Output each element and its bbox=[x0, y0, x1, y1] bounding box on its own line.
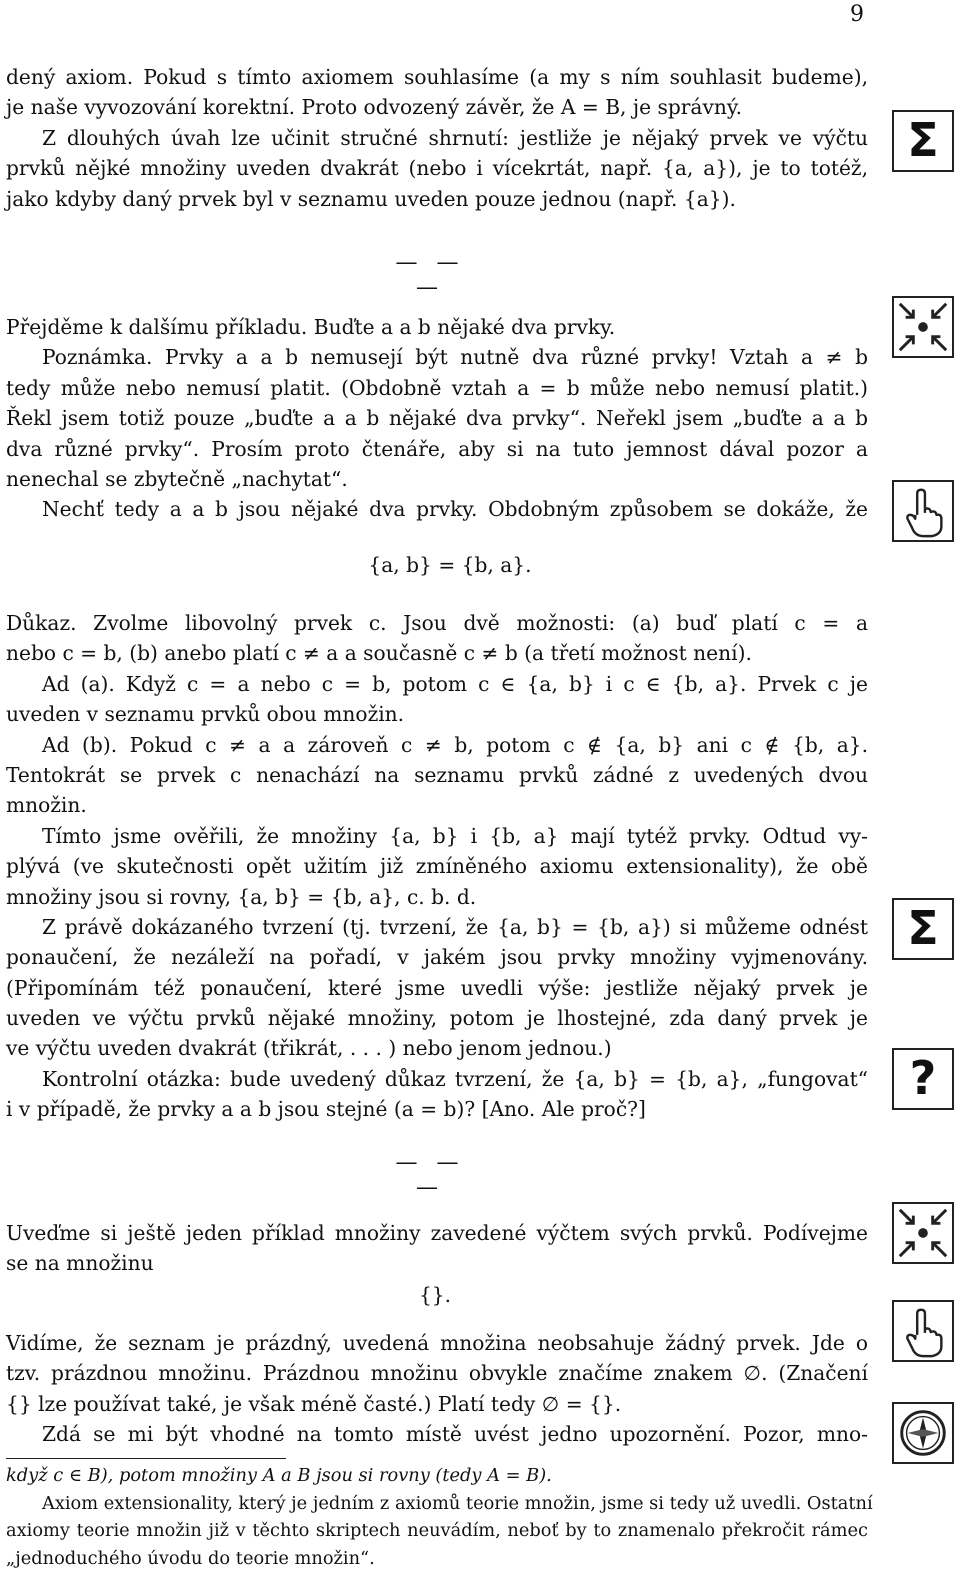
text-line: nenechal se zbytečně „nachytat“. bbox=[6, 464, 868, 494]
text-line: nebo c = b, (b) anebo platí c ≠ a a současně c ≠ b (a třetí možnost není). bbox=[6, 638, 868, 668]
pointing-finger-icon bbox=[892, 480, 954, 542]
paragraph-two-elements bbox=[6, 312, 868, 525]
text-line: {} lze používat také, je však méně časté.) Platí tedy ∅ = {}. bbox=[6, 1389, 868, 1419]
equation-ab-ba bbox=[320, 550, 580, 580]
inward-arrows-icon bbox=[892, 1202, 954, 1264]
text-line: ponaučení, že nezáleží na pořadí, v jakém jsou prvky množiny vyjmenovány. bbox=[6, 942, 868, 972]
text-line: prvků nějké množiny uveden dvakrát (nebo i vícekrtát, např. {a, a}), je to totéž, bbox=[6, 153, 868, 183]
text-line: množiny jsou si rovny, {a, b} = {b, a}, c. b. d. bbox=[6, 882, 868, 912]
compass-icon bbox=[892, 1402, 954, 1464]
text-line: množin. bbox=[6, 790, 868, 820]
text-line: uveden v seznamu prvků obou množin. bbox=[6, 699, 868, 729]
text-line: Z právě dokázaného tvrzení (tj. tvrzení, že {a, b} = {b, a}) si můžeme odnést bbox=[6, 912, 868, 942]
paragraph-empty-set bbox=[6, 1328, 868, 1450]
paragraph-empty-set-intro bbox=[6, 1218, 868, 1279]
text-line: Tímto jsme ověřili, že množiny {a, b} i {b, a} mají tytéž prvky. Odtud vy- bbox=[6, 821, 868, 851]
text-line: je naše vyvozování korektní. Proto odvozený závěr, že A = B, je správný. bbox=[6, 92, 868, 122]
text-line: Vidíme, že seznam je prázdný, uvedená množina neobsahuje žádný prvek. Jde o bbox=[6, 1328, 868, 1358]
pointing-finger-icon bbox=[892, 1300, 954, 1362]
text-line: Ad (a). Když c = a nebo c = b, potom c ∈ {a, b} i c ∈ {b, a}. Prvek c je bbox=[6, 669, 868, 699]
compass-graphic bbox=[894, 1404, 952, 1462]
text-line: uveden ve výčtu prvků nějaké množiny, potom je lhostejné, zda daný prvek je bbox=[6, 1003, 868, 1033]
pointing-finger-graphic bbox=[894, 1302, 952, 1360]
footnote-line: „jednoduchého úvodu do teorie množin“. bbox=[6, 1545, 868, 1572]
text-line: Z dlouhých úvah lze učinit stručné shrnutí: jestliže je nějaký prvek ve výčtu bbox=[6, 123, 868, 153]
paragraph-proof bbox=[6, 608, 868, 1125]
equation-text: {}. bbox=[360, 1280, 510, 1310]
text-line: dva různé prvky“. Prosím proto čtenáře, aby si na tuto jemnost dával pozor a bbox=[6, 434, 868, 464]
section-separator: — — — bbox=[382, 250, 478, 300]
text-line: Ad (b). Pokud c ≠ a a zároveň c ≠ b, potom c ∉ {a, b} ani c ∉ {b, a}. bbox=[6, 730, 868, 760]
sigma-icon bbox=[892, 898, 954, 960]
inward-arrows-icon bbox=[892, 296, 954, 358]
text-line: Řekl jsem totiž pouze „buďte a a b nějaké dva prvky“. Neřekl jsem „buďte a a b bbox=[6, 403, 868, 433]
text-line: Nechť tedy a a b jsou nějaké dva prvky. Obdobným způsobem se dokáže, že bbox=[6, 494, 868, 524]
inward-arrows-graphic bbox=[894, 1204, 952, 1262]
sigma-glyph: Σ bbox=[894, 112, 952, 168]
equation-text: {a, b} = {b, a}. bbox=[320, 550, 580, 580]
footnote-rule bbox=[6, 1458, 286, 1459]
text-line: i v případě, že prvky a a b jsou stejné (a = b)? [Ano. Ale proč?] bbox=[6, 1094, 868, 1124]
text-line: Kontrolní otázka: bude uvedený důkaz tvrzení, že {a, b} = {b, a}, „fungovat“ bbox=[6, 1064, 868, 1094]
paragraph-axiom-summary bbox=[6, 62, 868, 214]
footnote-line: axiomy teorie množin již v těchto skriptech neuvádím, neboť by to znamenalo překročit rámec bbox=[6, 1517, 868, 1545]
text-line: Poznámka. Prvky a a b nemusejí být nutně dva různé prvky! Vztah a ≠ b bbox=[6, 342, 868, 372]
footnotes bbox=[6, 1462, 868, 1572]
text-line: Zdá se mi být vhodné na tomto místě uvést jedno upozornění. Pozor, mno- bbox=[6, 1419, 868, 1449]
text-line: se na množinu bbox=[6, 1248, 868, 1278]
text-line: tzv. prázdnou množinu. Prázdnou množinu obvykle značíme znakem ∅. (Značení bbox=[6, 1358, 868, 1388]
equation-empty-set bbox=[360, 1280, 510, 1310]
text-line: Uveďme si ještě jeden příklad množiny zavedené výčtem svých prvků. Podívejme bbox=[6, 1218, 868, 1248]
inward-arrows-graphic bbox=[894, 298, 952, 356]
text-line: jako kdyby daný prvek byl v seznamu uveden pouze jednou (např. {a}). bbox=[6, 184, 868, 214]
text-line: dený axiom. Pokud s tímto axiomem souhlasíme (a my s ním souhlasit budeme), bbox=[6, 62, 868, 92]
text-line: Přejděme k dalšímu příkladu. Buďte a a b nějaké dva prvky. bbox=[6, 312, 868, 342]
text-line: plývá (ve skutečnosti opět užitím již zmíněného axiomu extensionality), že obě bbox=[6, 851, 868, 881]
footnote-line: Axiom extensionality, který je jedním z axiomů teorie množin, jsme si tedy už uvedli. Ostatní bbox=[6, 1490, 868, 1518]
section-separator: — — — bbox=[382, 1150, 478, 1200]
footnote-line: když c ∈ B), potom množiny A a B jsou si rovny (tedy A = B). bbox=[6, 1462, 868, 1490]
page-number: 9 bbox=[850, 2, 864, 27]
text-line: Důkaz. Zvolme libovolný prvek c. Jsou dvě možnosti: (a) buď platí c = a bbox=[6, 608, 868, 638]
sigma-glyph: Σ bbox=[894, 900, 952, 956]
text-line: Tentokrát se prvek c nenachází na seznamu prvků zádné z uvedených dvou bbox=[6, 760, 868, 790]
sigma-icon bbox=[892, 110, 954, 172]
pointing-finger-graphic bbox=[894, 482, 952, 540]
text-line: tedy může nebo nemusí platit. (Obdobně vztah a = b může nebo nemusí platit.) bbox=[6, 373, 868, 403]
question-mark-icon bbox=[892, 1048, 954, 1110]
question-glyph: ? bbox=[894, 1050, 952, 1106]
text-line: ve výčtu uveden dvakrát (třikrát, . . . ) nebo jenom jednou.) bbox=[6, 1033, 868, 1063]
text-line: (Připomínám též ponaučení, které jsme uvedli výše: jestliže nějaký prvek je bbox=[6, 973, 868, 1003]
